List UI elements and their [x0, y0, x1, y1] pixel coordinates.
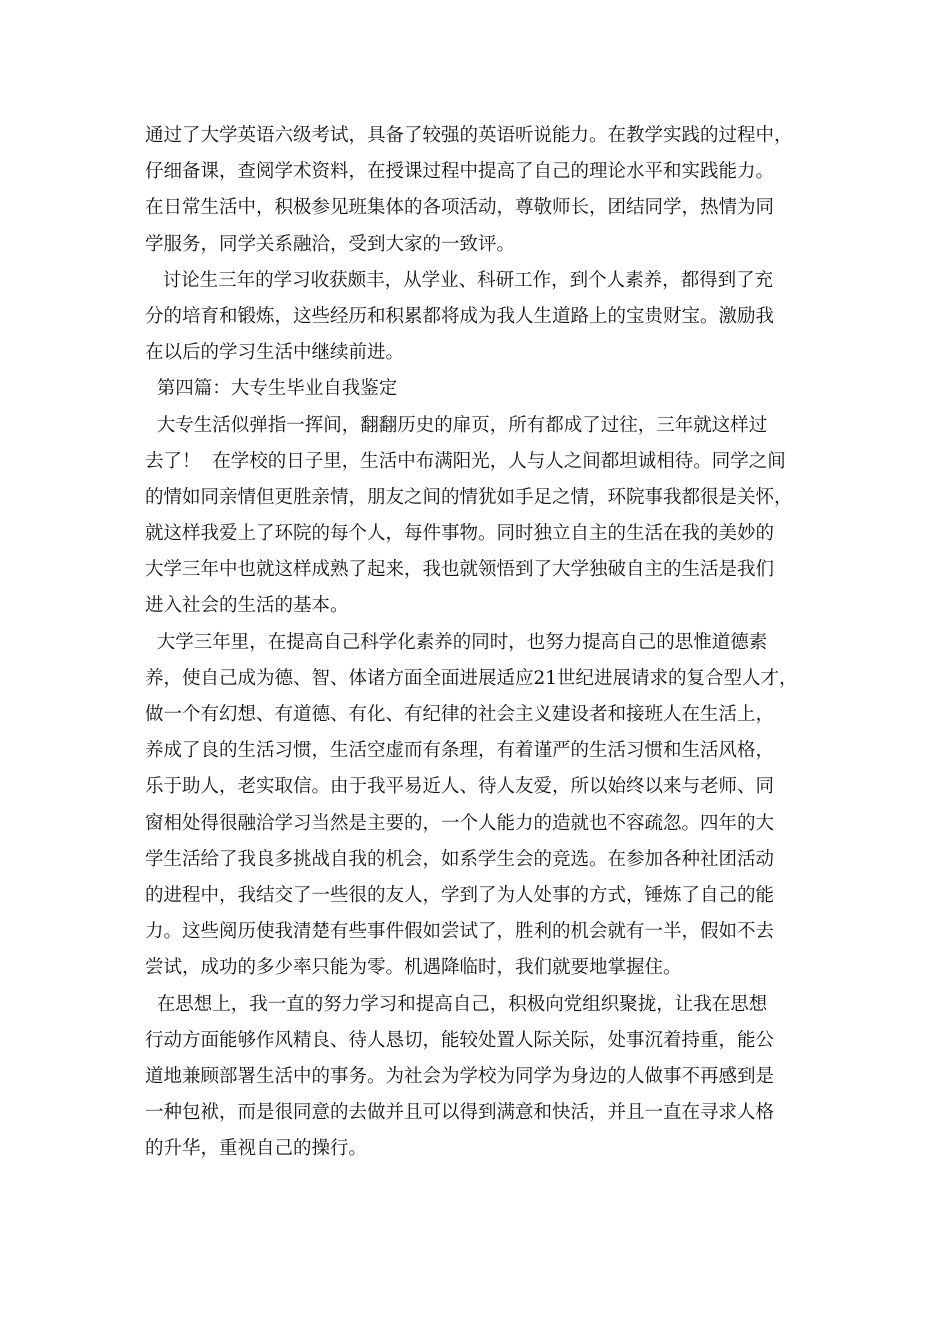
text-line: 窗相处得很融洽学习当然是主要的，一个人能力的造就也不容疏忽。四年的大 — [145, 812, 775, 834]
text-line: 的进程中，我结交了一些很的友人，学到了为人处事的方式，锤炼了自己的能 — [145, 884, 775, 906]
text-line: 通过了大学英语六级考试，具备了较强的英语听说能力。在教学实践的过程中， — [145, 125, 793, 146]
text-line: 行动方面能够作风精良、待人恳切，能较处置人际关际，处事沉着持重，能公 — [145, 1029, 775, 1051]
text-line: 在日常生活中，积极参见班集体的各项活动，尊敬师长，团结同学，热情为同 — [145, 197, 775, 219]
text-line: 第四篇：大专生毕业自我鉴定 — [145, 378, 398, 400]
text-line: 学服务，同学关系融洽，受到大家的一致评。 — [145, 233, 516, 255]
text-line: 去了！ 在学校的日子里，生活中布满阳光，人与人之间都坦诚相待。同学之间 — [145, 450, 786, 472]
text-line: 大学三年里，在提高自己科学化素养的同时，也努力提高自己的思惟道德素 — [145, 631, 768, 653]
text-line: 一种包袱，而是很同意的去做并且可以得到满意和快活，并且一直在寻求人格 — [145, 1102, 775, 1124]
text-line: 在思想上，我一直的努力学习和提高自己，积极向党组织聚拢，让我在思想 — [145, 993, 768, 1015]
text-line: 大专生活似弹指一挥间，翻翻历史的扉页，所有都成了过往，三年就这样过 — [145, 414, 768, 436]
text-line: 道地兼顾部署生活中的事务。为社会为学校为同学为身边的人做事不再感到是 — [145, 1065, 775, 1087]
text-line: 尝试，成功的多少率只能为零。机遇降临时，我们就要地掌握住。 — [145, 957, 682, 979]
text-line: 养成了良的生活习惯，生活空虚而有条理，有着谨严的生活习惯和生活风格， — [145, 740, 775, 762]
text-line: 做一个有幻想、有道德、有化、有纪律的社会主义建设者和接班人在生活上， — [145, 704, 775, 725]
text-line: 的情如同亲情但更胜亲情，朋友之间的情犹如手足之情，环院事我都很是关怀， — [145, 486, 793, 508]
text-line: 力。这些阅历使我清楚有些事件假如尝试了，胜利的机会就有一半，假如不去 — [145, 921, 775, 943]
text-line: 仔细备课，查阅学术资料，在授课过程中提高了自己的理论水平和实践能力。 — [145, 161, 775, 183]
text-line: 就这样我爱上了环院的每个人，每件事物。同时独立自主的生活在我的美妙的 — [145, 523, 775, 545]
text-line: 大学三年中也就这样成熟了起来，我也就领悟到了大学独破自主的生活是我们 — [145, 559, 775, 581]
text-line: 乐于助人，老实取信。由于我平易近人、待人友爱，所以始终以来与老师、同 — [145, 776, 775, 798]
text-line: 讨论生三年的学习收获颇丰，从学业、科研工作，到个人素养，都得到了充 — [145, 269, 774, 291]
text-line: 养，使自己成为德、智、体诸方面全面进展适应21世纪进展请求的复合型人才， — [145, 667, 798, 689]
text-line: 学生活给了我良多挑战自我的机会，如系学生会的竞选。在参加各种社团活动 — [145, 848, 775, 870]
text-line: 在以后的学习生活中继续前进。 — [145, 342, 405, 364]
text-line: 的升华，重视自己的操行。 — [145, 1138, 368, 1160]
text-line: 进入社会的生活的基本。 — [145, 595, 349, 617]
document-body — [145, 118, 815, 1167]
text-line: 分的培育和锻炼，这些经历和积累都将成为我人生道路上的宝贵财宝。激励我 — [145, 305, 775, 327]
